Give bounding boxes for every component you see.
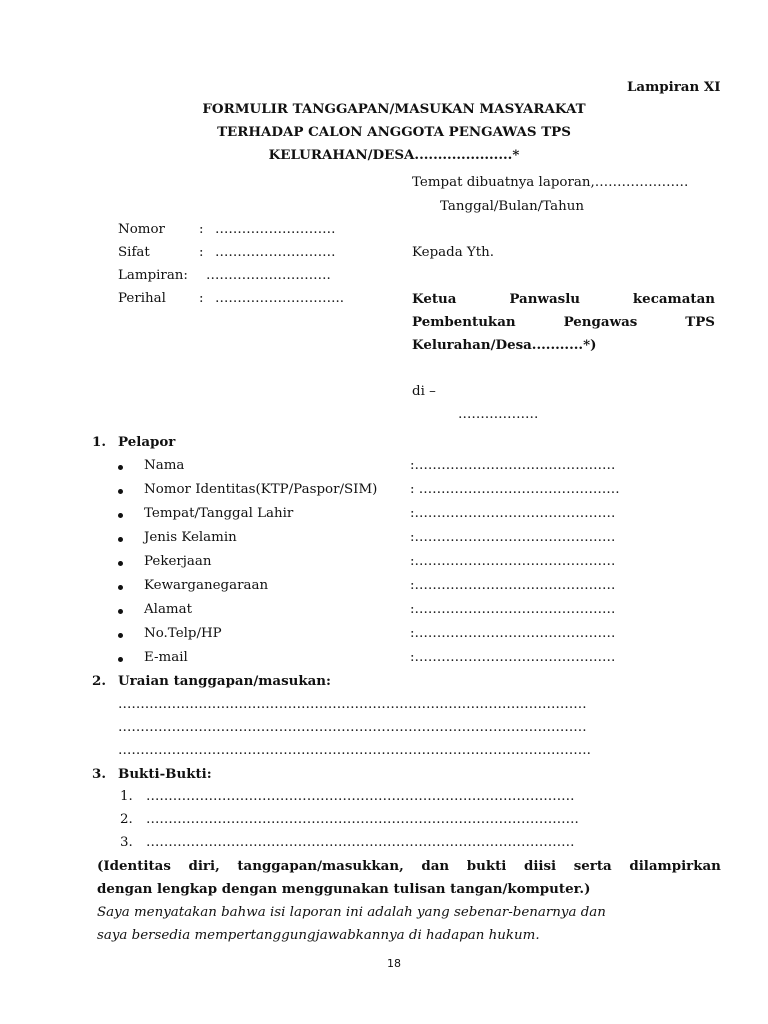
field-value-alamat: :………………………………………: [410, 602, 616, 617]
bullet-icon: [118, 585, 123, 590]
report-place: Tempat dibuatnya laporan,…………………: [412, 175, 689, 190]
report-date: Tanggal/Bulan/Tahun: [440, 199, 585, 214]
field-value-nomor-identitas: : ………………………………………: [410, 482, 620, 497]
meta-nomor-value: ………………………: [215, 222, 336, 237]
recipient-line-1: [412, 291, 715, 307]
recipient-word: Pengawas: [563, 314, 638, 330]
section-1-number: 1.: [92, 434, 106, 450]
note-line-2: dengan lengkap dengan menggunakan tulisan tangan/komputer.): [97, 881, 591, 897]
bullet-icon: [118, 561, 123, 566]
note-word: dilampirkan: [629, 858, 721, 874]
section-2-title: Uraian tanggapan/masukan:: [118, 673, 331, 689]
recipient-word: Pembentukan: [412, 314, 516, 330]
recipient-line-2: [412, 314, 715, 330]
recipient-greeting: Kepada Yth.: [412, 245, 495, 260]
note-word: serta: [573, 858, 612, 874]
meta-perihal-sep: :: [199, 291, 204, 306]
field-label-kewarganegaraan: Kewarganegaraan: [144, 578, 269, 593]
recipient-word: Panwaslu: [509, 291, 581, 307]
meta-sifat-value: ………………………: [215, 245, 336, 260]
section-3-number: 3.: [92, 766, 106, 782]
meta-perihal-label: Perihal: [118, 291, 166, 306]
form-title-line-2: TERHADAP CALON ANGGOTA PENGAWAS TPS: [217, 124, 571, 140]
recipient-di-dots: ………………: [458, 407, 539, 422]
form-title-line-1: FORMULIR TANGGAPAN/MASUKAN MASYARAKAT: [202, 101, 586, 117]
note-word: diisi: [523, 858, 557, 874]
response-line-2: ……………………………………………………………………………………………: [118, 720, 587, 735]
meta-lampiran-value: ……………………….: [206, 268, 331, 283]
evidence-no-1: 1.: [120, 789, 133, 804]
evidence-dots-1: ……………………………………………………………………………………: [146, 789, 575, 804]
field-value-pekerjaan: :………………………………………: [410, 554, 616, 569]
note-word: tanggapan/masukkan,: [237, 858, 404, 874]
field-value-kewarganegaraan: :………………………………………: [410, 578, 616, 593]
recipient-line-3: Kelurahan/Desa...........*): [412, 337, 597, 353]
meta-sifat-sep: :: [199, 245, 204, 260]
bullet-icon: [118, 657, 123, 662]
bullet-icon: [118, 609, 123, 614]
page-number: 18: [387, 957, 401, 970]
note-word: dan: [421, 858, 450, 874]
field-label-pekerjaan: Pekerjaan: [144, 554, 212, 569]
bullet-icon: [118, 513, 123, 518]
note-word: bukti: [466, 858, 507, 874]
field-label-jenis-kelamin: Jenis Kelamin: [144, 530, 237, 545]
field-label-email: E-mail: [144, 650, 188, 665]
meta-nomor-sep: :: [199, 222, 204, 237]
field-label-nomor-identitas: Nomor Identitas(KTP/Paspor/SIM): [144, 482, 378, 497]
field-label-ttl: Tempat/Tanggal Lahir: [144, 506, 294, 521]
recipient-word: TPS: [685, 314, 715, 330]
meta-lampiran-label: Lampiran:: [118, 268, 188, 283]
evidence-no-2: 2.: [120, 812, 133, 827]
bullet-icon: [118, 465, 123, 470]
bullet-icon: [118, 537, 123, 542]
field-label-alamat: Alamat: [144, 602, 192, 617]
statement-line-2: saya bersedia mempertanggungjawabkannya di hadapan hukum.: [97, 928, 540, 943]
evidence-dots-2: …………………………………………………………………………………….: [146, 812, 579, 827]
section-3-title: Bukti-Bukti:: [118, 766, 212, 782]
annex-label: Lampiran XI: [627, 79, 721, 95]
recipient-word: kecamatan: [632, 291, 715, 307]
note-word: diri,: [188, 858, 220, 874]
evidence-no-3: 3.: [120, 835, 133, 850]
field-value-jenis-kelamin: :………………………………………: [410, 530, 616, 545]
evidence-dots-3: ……………………………………………………………………………………: [146, 835, 575, 850]
form-title-line-3: KELURAHAN/DESA.....................*: [268, 147, 520, 163]
response-line-1: ……………………………………………………………………………………………: [118, 697, 587, 712]
field-value-ttl: :………………………………………: [410, 506, 616, 521]
section-2-number: 2.: [92, 673, 106, 689]
note-line-1: [97, 858, 721, 874]
note-word: (Identitas: [97, 858, 171, 874]
meta-nomor-label: Nomor: [118, 222, 165, 237]
field-value-nama: :………………………………………: [410, 458, 616, 473]
meta-perihal-value: ………………………..: [215, 291, 345, 306]
field-value-telp: :………………………………………: [410, 626, 616, 641]
meta-sifat-label: Sifat: [118, 245, 150, 260]
bullet-icon: [118, 489, 123, 494]
statement-line-1: Saya menyatakan bahwa isi laporan ini adalah yang sebenar-benarnya dan: [97, 905, 606, 920]
response-line-3: …………………………………………………………………………………………….: [118, 743, 591, 758]
recipient-word: Ketua: [412, 291, 457, 307]
field-value-email: :………………………………………: [410, 650, 616, 665]
recipient-di: di –: [412, 384, 436, 399]
bullet-icon: [118, 633, 123, 638]
field-label-nama: Nama: [144, 458, 185, 473]
field-label-telp: No.Telp/HP: [144, 626, 222, 641]
section-1-title: Pelapor: [118, 434, 176, 450]
